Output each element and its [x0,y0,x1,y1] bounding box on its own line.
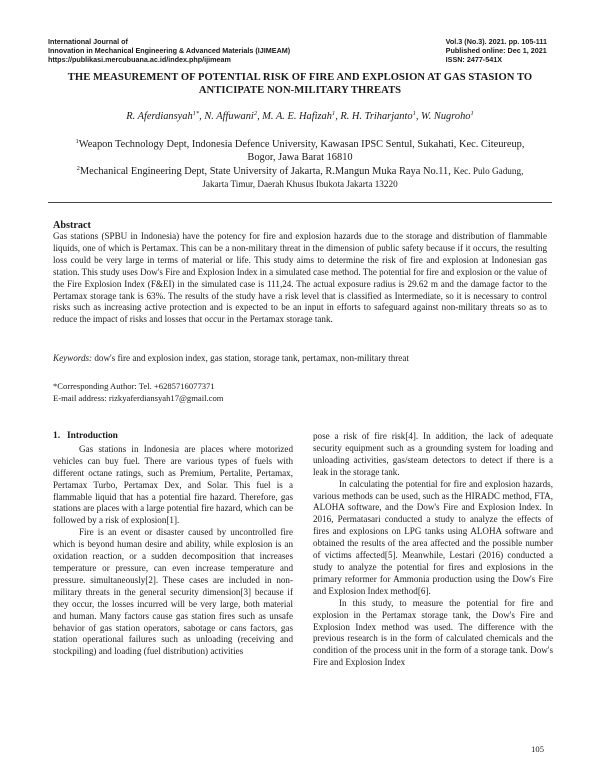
journal-name-line-1: International Journal of [48,37,128,46]
journal-url[interactable]: https://publikasi.mercubuana.ac.id/index.php/ijimeam [48,55,231,65]
author-name: R. Aferdiansyah [126,111,193,122]
paper-title: THE MEASUREMENT OF POTENTIAL RISK OF FIRE AND EXPLOSION AT GAS STASION TO ANTICIPATE NON-MILITARY THREATS [67,72,533,96]
affiliation-1 [70,138,530,164]
author-sup: 1* [192,110,200,117]
affiliation-2 [70,165,530,191]
paragraph: Gas stations in Indonesia are places where motorized vehicles can buy fuel. There are various types of fuels with different octane ratings, such as Premium, Pertalite, Pertamax, Pertamax Turbo, Pertamax Dex, and Solar. This fuel is a flammable liquid that has a potential fire hazard. Therefore, gas stations are places with a large potential fire hazard, which can be followed by a risk of explosion[1]. [53,443,293,526]
paragraph: In this study, to measure the potential for fire and explosion in the Pertamax storage tank, the Dow's Fire and Explosion Index method was used. The difference with the previous research is in the form of calculated chemicals and the condition of the process unit in the form of a storage tank. Dow's Fire and Explosion Index [313,597,553,668]
email-address[interactable]: E-mail address: rizkyaferdiansyah17@gmail.com [53,392,224,403]
affiliation-sup: 2 [76,165,80,172]
section-heading [53,431,293,443]
right-column [313,431,553,669]
paragraph: In calculating the potential for fire and explosion hazards, various methods can be used, such as the HIRADC method, FTA, ALOHA software, and the Dow's Fire and Explosion Index. In 2016, Permatasari conducted a study to analyze the effects of fires and explosions on LPG tanks using ALOHA software and obtained the results of the area affected and the possible number of victims affected[5]. Meanwhile, Lestari (2016) conducted a study to analyze the potential for fires and explosions in the primary reformer for Ammonia production using the Dow's Fire and Explosion Index method[6]. [313,478,553,596]
abstract-heading: Abstract [53,220,91,231]
divider [48,202,552,203]
author-name: W. Nugroho [421,111,471,122]
journal-name-line-2: Innovation in Mechanical Engineering & Advanced Materials (IJIMEAM) [48,46,291,56]
section-title: Introduction [67,431,118,441]
affiliation-text: Weapon Technology Dept, Indonesia Defence University, Kawasan IPSC Sentul, Sukahati, Kec. Citeureup, Bogor, Jawa Barat 16810 [78,139,525,163]
keywords [53,353,547,363]
author-sup: 1 [412,110,416,117]
author-1 [126,111,204,122]
author-name: M. A. E. Hafizah [262,111,332,122]
author-4 [340,111,421,122]
published-date: Published online: Dec 1, 2021 [445,46,547,56]
journal-header [48,37,290,65]
corresponding-author: *Corresponding Author: Tel. +6285716077371 [53,381,215,391]
volume-pages: Vol.3 (No.3). 2021. pp. 105-111 [445,37,547,46]
left-column [53,431,293,658]
issue-info [446,37,547,65]
author-separator: , [415,111,422,122]
page-number: 105 [531,744,544,754]
author-separator: , [257,111,263,122]
affiliation-text: Mechanical Engineering Dept, State University of Jakarta, R.Mangun Muka Raya No.11, [79,166,454,177]
author-sup: 1 [470,110,474,117]
paragraph: Fire is an event or disaster caused by uncontrolled fire which is beyond human desire and ability, while explosion is an oxidation reaction, or a sudden decomposition that increases temperature or pressure, can even increase temperature and pressure. simultaneously[2]. These cases are included in non-military threats in the general security dimension[3] because if they occur, the losses incurred will be very large, both material and human. Many factors cause gas station fires such as unsafe behavior of gas station operators, sabotage or cans factors, gas station operational failures such as unloading (receiving and stockpiling) and loading (fuel distribution) activities [53,527,293,657]
paragraph: pose a risk of fire risk[4]. In addition, the lack of adequate security equipment such as a grounding system for loading and unloading activities, gas/steam detectors to detect if there is a leak in the storage tank. [313,431,553,477]
correspondence [53,381,223,404]
author-name: N. Affuwani [204,111,254,122]
author-3 [262,111,340,122]
abstract-text: Gas stations (SPBU in Indonesia) have the potency for fire and explosion hazards due to the storage and distribution of flammable liquids, one of which is Pertamax. This can be a non-military threat in the dimension of public safety because if it occurs, the resulting loss could be very large in terms of material or life. This study aims to determine the risk of fire and explosion at Indonesian gas station. This study uses Dow's Fire and Explosion Index in a simulated case method. The potential for fire and explosion or the value of the Fire Explosion Index (F&EI) in the simulated case is 111,24. The actual exposure radius is 29.62 m and the damage factor to the Pertamax storage tank is 63%. The results of the study have a risk level that is classified as Intermediate, so it is necessary to control risks such as increasing active protection and is expected to be an input in efforts to safeguard against non-military threats so as to reduce the impact of risks and losses that occur in the Pertamax storage tank. [53,231,547,325]
author-name: R. H. Triharjanto [340,111,413,122]
section-number: 1. [53,431,61,441]
keywords-text: dow's fire and explosion index, gas station, storage tank, pertamax, non-military threat [92,353,409,363]
affiliation-tail: Kec. Pulo Gadung, Jakarta Timur, Daerah Khusus Ibukota Jakarta 13220 [202,166,524,189]
author-separator: , [335,111,341,122]
author-sup: 2 [253,110,258,117]
keywords-label: Keywords: [53,353,93,363]
author-sup: 1 [331,110,336,117]
author-5 [421,111,474,122]
affiliation-sup: 1 [75,138,79,145]
author-list [40,111,560,122]
author-separator: , [199,111,205,122]
issn: ISSN: 2477-541X [445,55,502,65]
author-2 [204,111,262,122]
